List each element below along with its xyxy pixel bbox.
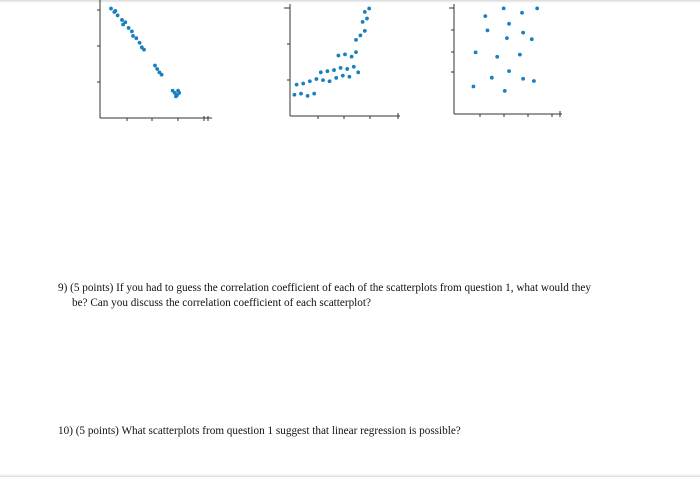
scatter-point (521, 77, 525, 81)
scatter-point (176, 89, 180, 93)
scatter-point (505, 36, 509, 40)
scatter-point (350, 55, 354, 59)
scatter-point (155, 67, 159, 71)
scatter-point (503, 89, 507, 93)
scatter-point (341, 74, 345, 78)
scatter-point (315, 77, 319, 81)
scatterplot-2-points (293, 7, 372, 98)
scatter-point (293, 93, 297, 97)
scatter-point (518, 53, 522, 57)
scatterplot-1-points (109, 7, 181, 99)
scatter-point (120, 18, 124, 22)
scatter-point (520, 11, 524, 15)
scatter-point (363, 10, 367, 14)
scatter-point (295, 83, 299, 87)
scatterplot-3 (446, 0, 568, 126)
question-9-line-1: 9) (5 points) If you had to guess the correlation coefficient of each of the scatterplots from question 1, what would they (58, 282, 591, 294)
scatter-point (359, 33, 363, 37)
scatter-point (502, 6, 506, 10)
scatter-point (521, 31, 525, 35)
scatter-point (109, 7, 113, 11)
scatter-point (339, 66, 343, 70)
scatter-point (474, 51, 478, 55)
scatter-point (160, 73, 164, 77)
scatter-point (535, 6, 539, 10)
scatter-point (354, 38, 358, 42)
scatter-point (138, 41, 142, 45)
scatter-point (490, 76, 494, 80)
scatter-point (334, 76, 338, 80)
scatterplot-3-canvas (446, 0, 568, 126)
scatter-point (472, 85, 476, 89)
scatter-point (356, 70, 360, 74)
scatter-point (306, 94, 310, 98)
scatter-point (121, 23, 125, 27)
scatter-point (507, 22, 511, 26)
scatterplot-1-canvas (92, 0, 214, 126)
question-10: 10) (5 points) What scatterplots from question 1 suggest that linear regression is possible? (58, 425, 461, 437)
scatter-point (363, 29, 367, 33)
scatter-point (483, 14, 487, 18)
question-9 (58, 281, 658, 310)
scatter-point (321, 78, 325, 82)
scatter-point (343, 53, 347, 57)
scatterplot-3-points (472, 6, 540, 92)
scatter-point (532, 79, 536, 83)
scatter-point (114, 9, 118, 13)
scatter-point (131, 34, 135, 38)
scatter-point (308, 79, 312, 83)
scatter-point (354, 50, 358, 54)
scatter-point (174, 94, 178, 98)
scatterplot-2 (282, 0, 404, 126)
scatter-point (361, 20, 365, 24)
scatterplot-1 (92, 0, 214, 126)
scatter-point (530, 37, 534, 41)
scatter-point (134, 36, 138, 40)
scatter-point (299, 92, 303, 96)
scatter-point (142, 48, 146, 52)
scatter-point (326, 69, 330, 73)
scatter-point (301, 82, 305, 86)
question-9-line-2: be? Can you discuss the correlation coefficient of each scatterplot? (72, 296, 371, 309)
scatter-point (312, 92, 316, 96)
scatter-point (352, 65, 356, 69)
scatter-point (130, 29, 134, 33)
scatter-point (116, 14, 120, 18)
scatter-point (332, 68, 336, 72)
scatter-point (345, 67, 349, 71)
scatter-point (495, 55, 499, 59)
scatter-point (328, 79, 332, 83)
scatterplot-2-canvas (282, 0, 404, 126)
scatter-point (367, 7, 371, 11)
scatter-point (337, 54, 341, 58)
scatter-point (507, 69, 511, 73)
scatter-point (348, 75, 352, 79)
scatter-point (127, 26, 131, 30)
scatter-point (153, 64, 157, 68)
scatter-point (486, 29, 490, 33)
scatter-point (319, 70, 323, 74)
scatter-point (365, 17, 369, 21)
